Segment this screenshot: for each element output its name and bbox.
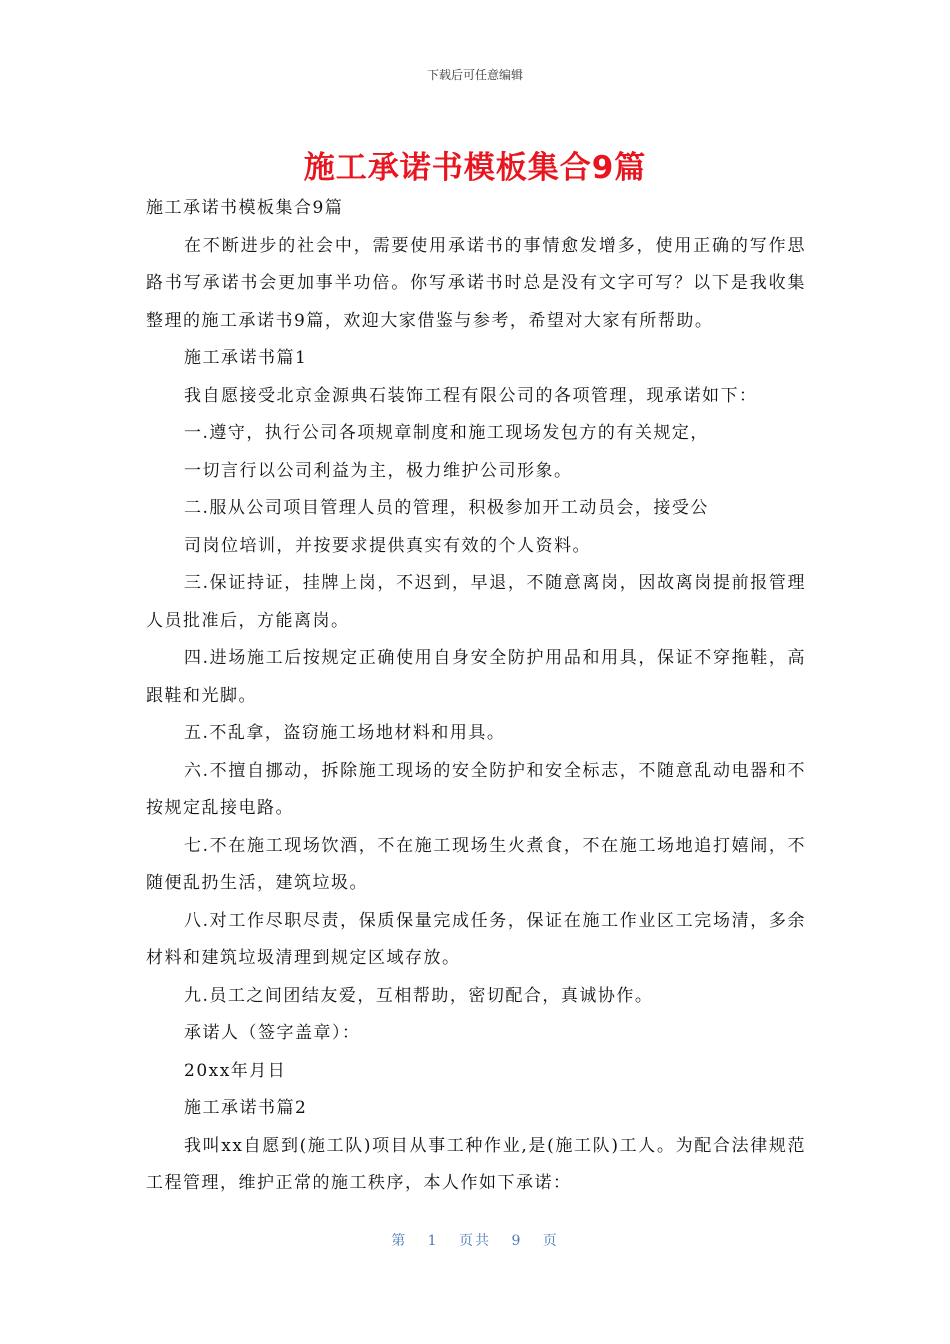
section-heading-1: 施工承诺书篇1 [184,348,308,368]
paragraph: 四.进场施工后按规定正确使用自身安全防护用品和用具，保证不穿拖鞋，高跟鞋和光脚。 [146,648,806,706]
page-number: 第 1 页共 9 页 [391,1233,559,1249]
document-body [146,190,806,1203]
paragraph: 八.对工作尽职尽责，保质保量完成任务，保证在施工作业区工完场清，多余材料和建筑垃圾清理到规定区域存放。 [146,910,806,968]
date-line: 20xx年月日 [184,1060,287,1081]
section-heading-2: 施工承诺书篇2 [184,1098,308,1118]
paragraph: 一切言行以公司利益为主，极力维护公司形象。 [184,460,573,481]
signature-line: 承诺人（签字盖章）： [184,1023,361,1043]
paragraph: 二.服从公司项目管理人员的管理，积极参加开工动员会，接受公 [184,498,709,518]
paragraph: 七.不在施工现场饮酒，不在施工现场生火煮食，不在施工场地追打嬉闹，不随便乱扔生活，建筑垃圾。 [146,835,806,893]
paragraph: 六.不擅自挪动，拆除施工现场的安全防护和安全标志，不随意乱动电器和不按规定乱接电路。 [146,760,806,818]
paragraph: 我叫xx自愿到(施工队)项目从事工种作业,是(施工队)工人。为配合法律规范工程管理，维护正常的施工秩序，本人作如下承诺： [146,1135,806,1193]
paragraph: 一.遵守，执行公司各项规章制度和施工现场发包方的有关规定， [184,423,709,443]
paragraph: 五.不乱拿，盗窃施工场地材料和用具。 [184,723,506,743]
document-title: 施工承诺书模板集合9篇 [303,150,647,186]
paragraph: 司岗位培训，并按要求提供真实有效的个人资料。 [184,535,591,556]
paragraph: 三.保证持证，挂牌上岗，不迟到，早退，不随意离岗，因故离岗提前报管理人员批准后，方能离岗。 [146,573,806,631]
intro-paragraph: 在不断进步的社会中，需要使用承诺书的事情愈发增多，使用正确的写作思路书写承诺书会更加事半功倍。你写承诺书时总是没有文字可写？以下是我收集整理的施工承诺书9篇，欢迎大家借鉴与参考，希望对大家有所帮助。 [146,235,806,331]
paragraph: 我自愿接受北京金源典石装饰工程有限公司的各项管理，现承诺如下： [184,385,758,406]
header-note: 下载后可任意编辑 [426,68,523,82]
paragraph: 九.员工之间团结友爱，互相帮助，密切配合，真诚协作。 [184,985,654,1006]
subtitle-line: 施工承诺书模板集合9篇 [146,198,344,218]
